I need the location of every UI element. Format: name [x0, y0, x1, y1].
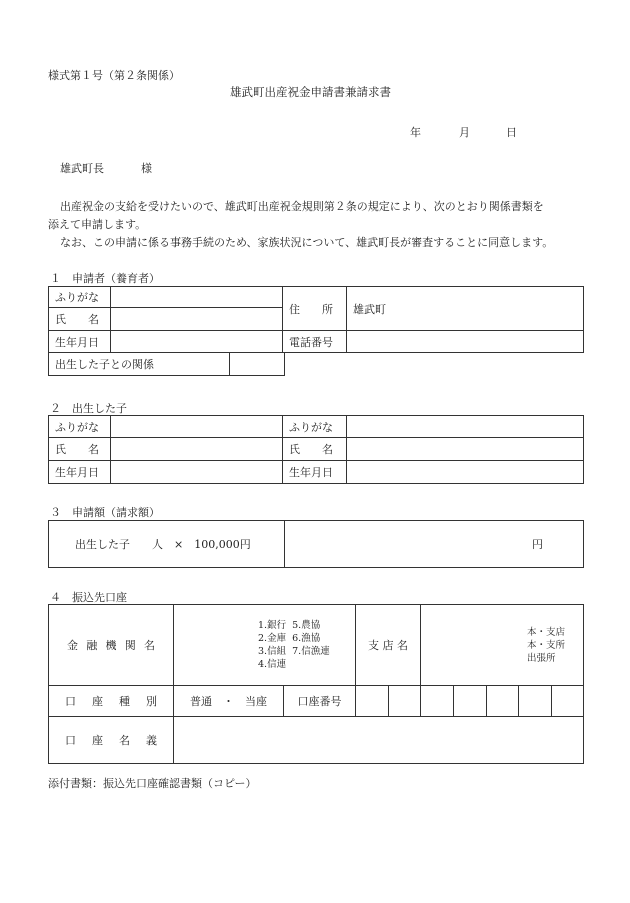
section4-heading: ４ 振込先口座 [50, 591, 127, 604]
child1-name-label: 氏 名 [49, 438, 111, 461]
account-digit-7[interactable] [552, 686, 584, 717]
branch-type-options[interactable] [421, 605, 584, 686]
child1-name-field[interactable] [111, 438, 283, 461]
account-digit-1[interactable] [356, 686, 389, 717]
amount-calc[interactable]: 出生した子 人 × 100,000円 [49, 521, 285, 568]
form-title: 雄武町出産祝金申請書兼請求書 [230, 85, 391, 99]
child2-furigana-label: ふりがな [283, 416, 347, 438]
applicant-name-field[interactable] [111, 308, 283, 331]
account-digit-5[interactable] [487, 686, 519, 717]
account-type-options[interactable]: 普通 ・ 当座 [174, 686, 284, 717]
branch-type-head-office: 本・支店 [527, 626, 566, 638]
child1-furigana-label: ふりがな [49, 416, 111, 438]
child2-furigana-field[interactable] [347, 416, 584, 438]
branch-type-agency: 出張所 [527, 652, 556, 664]
bank-type-6: 6.漁協 [292, 633, 321, 644]
child-table [48, 415, 584, 484]
bank-type-1: 1.銀行 [258, 620, 287, 631]
applicant-table [48, 286, 584, 353]
account-type-label: 口座種別 [49, 686, 174, 717]
bank-type-options[interactable] [174, 605, 356, 686]
child1-birthdate-label: 生年月日 [49, 461, 111, 484]
relation-table [48, 353, 285, 376]
child1-birthdate-field[interactable] [111, 461, 283, 484]
section3-heading: ３ 申請額（請求額） [50, 506, 160, 519]
intro-line-1: 出産祝金の支給を受けたいので、雄武町出産祝金規則第２条の規定により、次のとおり関係書類を [60, 200, 544, 213]
attachment-note: 添付書類：振込先口座確認書類（コピー） [48, 777, 257, 790]
address-label: 住 所 [283, 287, 347, 331]
date-day: 日 [506, 126, 517, 139]
birthdate-label: 生年月日 [49, 331, 111, 353]
account-digit-2[interactable] [389, 686, 421, 717]
account-digit-6[interactable] [519, 686, 552, 717]
date-month: 月 [459, 126, 470, 139]
branch-name-label: 支店名 [356, 605, 421, 686]
amount-total[interactable]: 円 [285, 521, 584, 568]
section2-heading: ２ 出生した子 [50, 402, 127, 415]
account-holder-field[interactable] [174, 717, 584, 764]
phone-label: 電話番号 [283, 331, 347, 353]
furigana-label: ふりがな [49, 287, 111, 308]
bank-type-2: 2.金庫 [258, 633, 287, 644]
intro-line-3: なお、この申請に係る事務手続のため、家族状況について、雄武町長が審査することに同意します。 [60, 236, 554, 249]
applicant-furigana-field[interactable] [111, 287, 283, 308]
phone-field[interactable] [347, 331, 584, 353]
child1-furigana-field[interactable] [111, 416, 283, 438]
account-digit-4[interactable] [454, 686, 487, 717]
branch-type-branch-office: 本・支所 [527, 639, 566, 651]
addressee-honorific: 様 [141, 162, 152, 175]
applicant-birthdate-field[interactable] [111, 331, 283, 353]
relation-field[interactable] [230, 353, 285, 375]
addressee-name: 雄武町長 [60, 162, 104, 175]
child2-name-label: 氏 名 [283, 438, 347, 461]
bank-type-3: 3.信組 [258, 646, 287, 657]
account-holder-label: 口座名義 [49, 717, 174, 764]
address-field[interactable]: 雄武町 [347, 287, 584, 331]
bank-type-7: 7.信漁連 [292, 646, 330, 657]
child2-birthdate-label: 生年月日 [283, 461, 347, 484]
bank-type-4: 4.信連 [258, 659, 287, 670]
account-digit-3[interactable] [421, 686, 454, 717]
child2-name-field[interactable] [347, 438, 584, 461]
account-number-label: 口座番号 [284, 686, 356, 717]
section1-heading: １ 申請者（養育者） [50, 272, 160, 285]
bank-type-5: 5.農協 [292, 620, 321, 631]
bank-name-label: 金融機関名 [49, 605, 174, 686]
date-year: 年 [410, 126, 421, 139]
name-label: 氏 名 [49, 308, 111, 331]
bank-table [48, 604, 584, 764]
amount-table [48, 520, 584, 568]
relation-label: 出生した子との関係 [49, 353, 230, 375]
intro-line-2: 添えて申請します。 [48, 218, 147, 231]
form-number: 様式第１号（第２条関係） [48, 69, 180, 82]
child2-birthdate-field[interactable] [347, 461, 584, 484]
